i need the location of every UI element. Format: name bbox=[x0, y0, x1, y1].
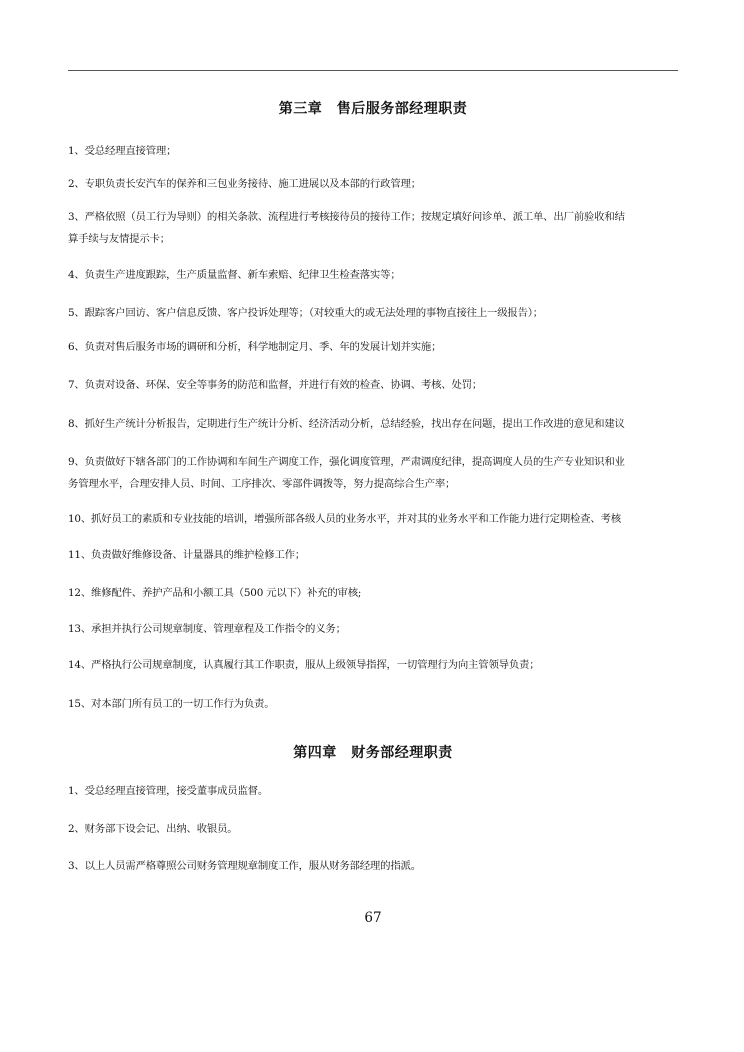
duty-item bbox=[68, 173, 680, 195]
duty-item-line: 6、负责对售后服务市场的调研和分析，科学地制定月、季、年的发展计划并实施； bbox=[68, 341, 442, 353]
duty-item bbox=[68, 855, 680, 877]
duty-item-line: 7、负责对设备、环保、安全等事务的防范和监督，并进行有效的检查、协调、考核、处罚； bbox=[68, 379, 483, 391]
duty-item bbox=[68, 508, 680, 530]
duty-item bbox=[68, 374, 680, 396]
duty-item bbox=[68, 618, 680, 640]
duty-item-line: 1、受总经理直接管理； bbox=[68, 145, 177, 157]
duty-item-line: 3、以上人员需严格尊照公司财务管理规章制度工作，服从财务部经理的指派。 bbox=[68, 860, 421, 872]
duty-item-line: 13、承担并执行公司规章制度、管理章程及工作指令的义务； bbox=[68, 623, 346, 635]
duty-item bbox=[68, 140, 680, 162]
duty-item-line: 14、严格执行公司规章制度，认真履行其工作职责，服从上级领导指挥，一切管理行为向主管领导负责； bbox=[68, 659, 540, 671]
duty-item bbox=[68, 264, 680, 286]
duty-item bbox=[68, 451, 680, 495]
duty-item-line: 1、受总经理直接管理，接受董事成员监督。 bbox=[68, 785, 269, 797]
duty-item bbox=[68, 693, 680, 715]
duty-item bbox=[68, 654, 680, 676]
duty-item bbox=[68, 302, 680, 324]
duty-item bbox=[68, 818, 680, 840]
duty-item-line: 3、严格依照（员工行为导则）的相关条款、流程进行考核接待员的接待工作；按规定填好问诊单、派工单、出厂前验收和结 bbox=[68, 211, 625, 223]
duty-item-line: 务管理水平，合理安排人员、时间、工序排次、零部件调拨等，努力提高综合生产率； bbox=[68, 478, 456, 490]
duty-item bbox=[68, 413, 680, 435]
duty-item-line: 算手续与友情提示卡； bbox=[68, 233, 170, 245]
duty-item bbox=[68, 336, 680, 358]
duty-item-line: 8、抓好生产统计分析报告，定期进行生产统计分析、经济活动分析，总结经验，找出存在问题，提出工作改进的意见和建议 bbox=[68, 418, 625, 430]
duty-item-line: 15、对本部门所有员工的一切工作行为负责。 bbox=[68, 698, 275, 710]
duty-item-line: 2、专职负责长安汽车的保养和三包业务接待、施工进展以及本部的行政管理； bbox=[68, 178, 421, 190]
duty-item-line: 11、负责做好维修设备、计量器具的维护检修工作； bbox=[68, 549, 306, 561]
duty-item-line: 10、抓好员工的素质和专业技能的培训，增强所部各级人员的业务水平，并对其的业务水平和工作能力进行定期检查、考核 bbox=[68, 513, 621, 525]
duty-item-line: 4、负责生产进度跟踪，生产质量监督、新车索赔、纪律卫生检查落实等； bbox=[68, 269, 401, 281]
duty-item bbox=[68, 206, 680, 250]
chapter-3-heading: 第三章 售后服务部经理职责 bbox=[278, 101, 468, 117]
duty-item-line: 9、负责做好下辖各部门的工作协调和车间生产调度工作，强化调度管理，严肃调度纪律，提高调度人员的生产专业知识和业 bbox=[68, 456, 625, 468]
header-rule bbox=[68, 70, 678, 71]
duty-item bbox=[68, 582, 680, 604]
chapter-4-heading: 第四章 财务部经理职责 bbox=[293, 745, 453, 761]
duty-item-line: 12、维修配件、养护产品和小额工具（500 元以下）补充的审核; bbox=[68, 587, 362, 599]
duty-item-line: 2、财务部下设会记、出纳、收银员。 bbox=[68, 823, 238, 835]
duty-item-line: 5、跟踪客户回访、客户信息反馈、客户投诉处理等；（对较重大的或无法处理的事物直接往上一级报告）； bbox=[68, 307, 543, 319]
duty-item bbox=[68, 544, 680, 566]
duty-item bbox=[68, 780, 680, 802]
page-number: 67 bbox=[364, 910, 382, 926]
